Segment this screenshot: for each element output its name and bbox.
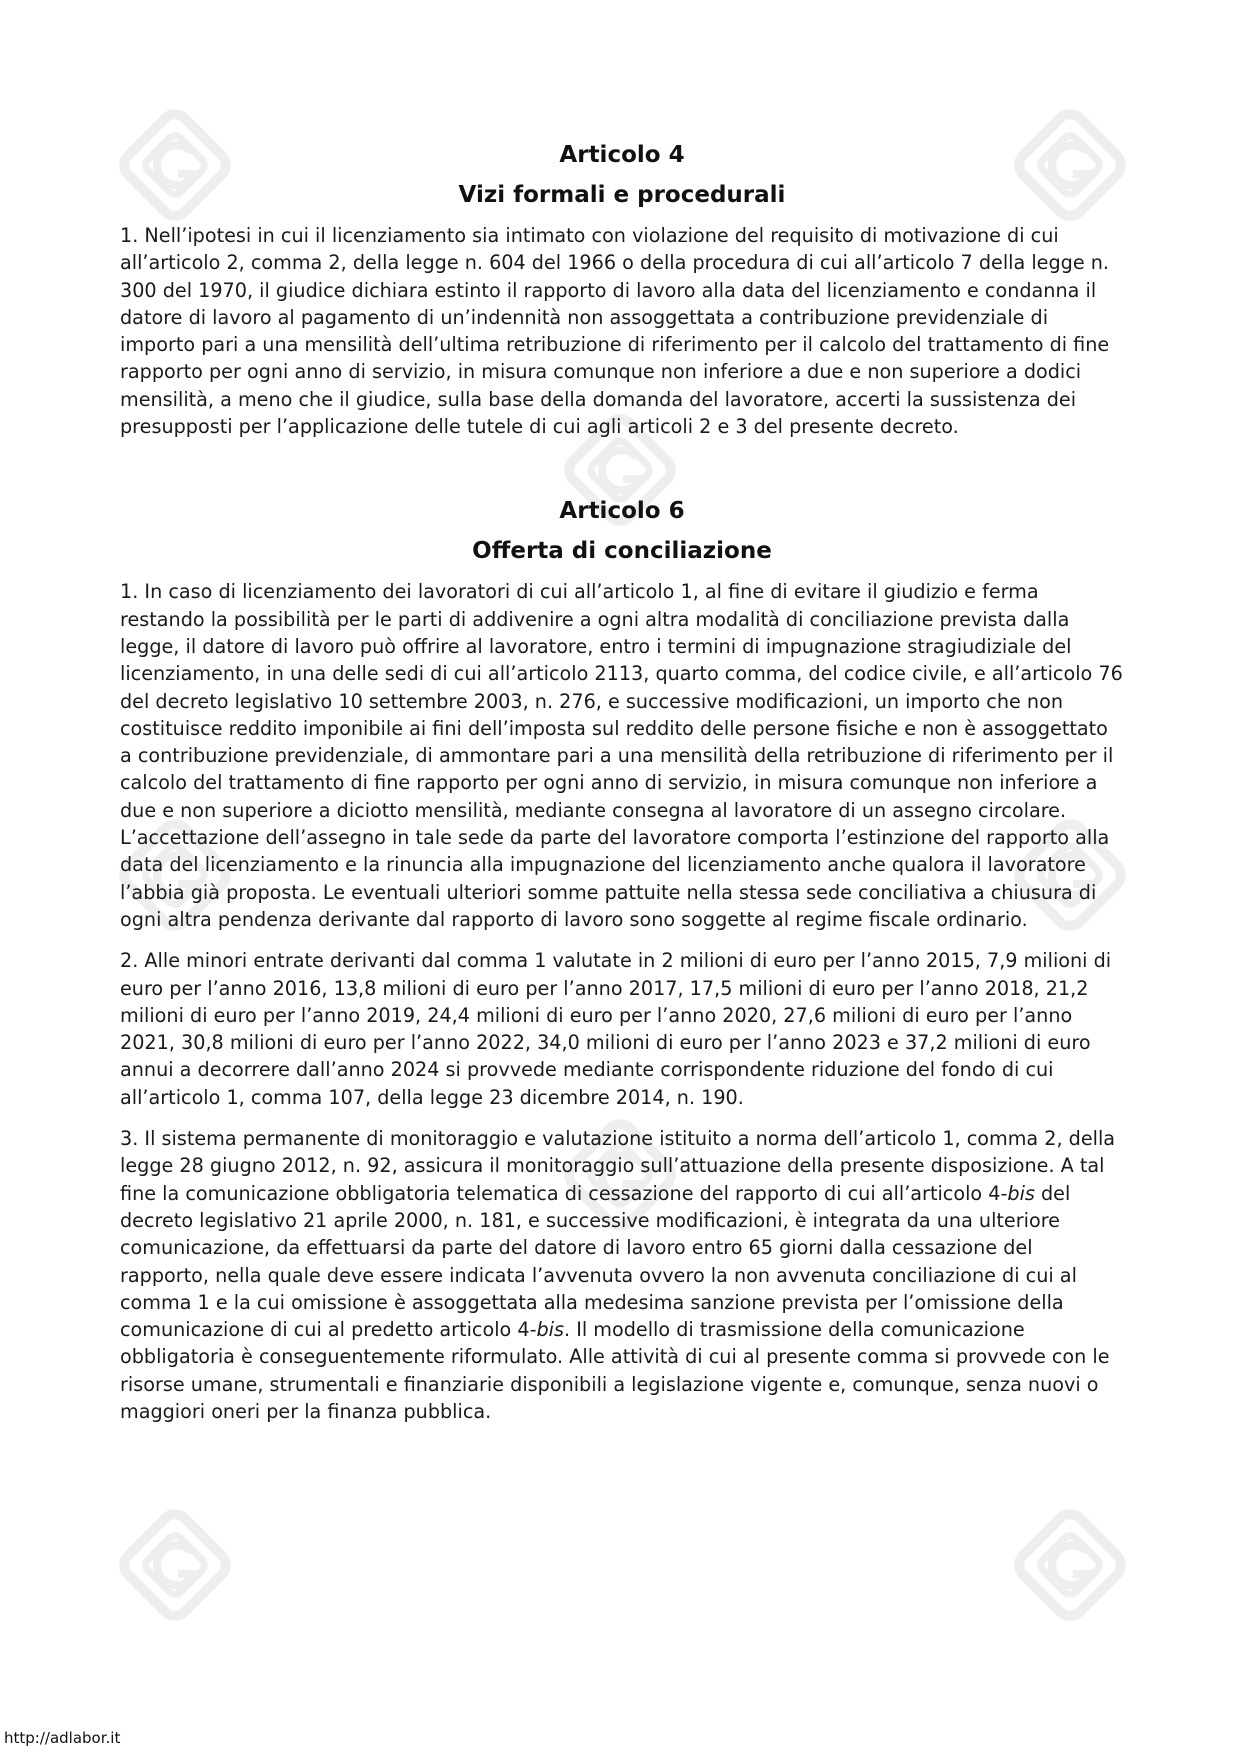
italic-term: bis [536, 1318, 565, 1342]
article-6 [120, 496, 1124, 1425]
italic-term: bis [1007, 1181, 1035, 1205]
footer-url: http://adlabor.it [4, 1729, 121, 1747]
paragraph [120, 1125, 1124, 1425]
paragraph-text: 3. Il sistema permanente di monitoraggio e valutazione istituito a norma dell’articolo 1, comma 2, della legge 28 giugno 2012, n. 92, assicura il monitoraggio sull’attuazione della presente disposizione. A tal fine la comunicazione obbligatoria telematica di cessazione del rapporto di cui all’articolo 4- [120, 1127, 1116, 1205]
paragraph-text: 1. Nell’ipotesi in cui il licenziamento sia intimato con violazione del requisito di motivazione di cui all’articolo 2, comma 2, della legge n. 604 del 1966 o della procedura di cui all’articolo 7 della legge n. 300 del 1970, il giudice dichiara estinto il rapporto di lavoro alla data del licenziamento e condanna il datore di lavoro al pagamento di un’indennità non assoggettata a contribuzione previdenziale di importo pari a una mensilità dell’ultima retribuzione di riferimento per il calcolo del trattamento di fine rapporto per ogni anno di servizio, in misura comunque non inferiore a due e non superiore a dodici mensilità, a meno che il giudice, sulla base della domanda del lavoratore, accerti la sussistenza dei presupposti per l’applicazione delle tutele di cui agli articoli 2 e 3 del presente decreto. [120, 224, 1110, 439]
article-subtitle: Vizi formali e procedurali [458, 182, 786, 208]
paragraph-text: . Il modello di trasmissione della comunicazione obbligatoria è conseguentemente riformulato. Alle attività di cui al presente comma si provvede con le risorse umane, strumentali e finanziarie disponibili a legislazione vigente e, comunque, senza nuovi o maggiori oneri per la finanza pubblica. [120, 1318, 1110, 1423]
paragraph [120, 222, 1124, 440]
document-page [120, 140, 1124, 1439]
paragraph-text: del decreto legislativo 21 aprile 2000, n. 181, e successive modificazioni, è integrata da una ulteriore comunicazione, da effettuarsi da parte del datore di lavoro entro 65 giorni dalla cessazione del rapporto, nella quale deve essere indicata l’avvenuta ovvero la non avvenuta conciliazione di cui al comma 1 e la cui omissione è assoggettata alla medesima sanzione prevista per l’omissione della comunicazione di cui al predetto articolo 4- [120, 1181, 1077, 1342]
article-4 [120, 140, 1124, 440]
article-title: Articolo 6 [559, 498, 685, 525]
paragraph [120, 947, 1124, 1111]
watermark-logo-icon [100, 1490, 250, 1640]
article-subtitle: Offerta di conciliazione [472, 538, 772, 565]
article-title: Articolo 4 [559, 142, 685, 168]
paragraph [120, 578, 1124, 933]
paragraph-text: 1. In caso di licenziamento dei lavoratori di cui all’articolo 1, al fine di evitare il giudizio e ferma restando la possibilità per le parti di addivenire a ogni altra modalità di conciliazione prevista dalla legge, il datore di lavoro può offrire al lavoratore, entro i termini di impugnazione stragiudiziale del licenziamento, in una delle sedi di cui all’articolo 2113, quarto comma, del codice civile, e all’articolo 76 del decreto legislativo 10 settembre 2003, n. 276, e successive modificazioni, un importo che non costituisce reddito imponibile ai fini dell’imposta sul reddito delle persone fisiche e non è assoggettato a contribuzione previdenziale, di ammontare pari a una mensilità della retribuzione di riferimento per il calcolo del trattamento di fine rapporto per ogni anno di servizio, in misura comunque non inferiore a due e non superiore a diciotto mensilità, mediante consegna al lavoratore di un assegno circolare. L’accettazione dell’assegno in tale sede da parte del lavoratore comporta l’estinzione del rapporto alla data del licenziamento e la rinuncia alla impugnazione del licenziamento anche qualora il lavoratore l’abbia già proposta. Le eventuali ulteriori somme pattuite nella stessa sede conciliativa a chiusura di ogni altra pendenza derivante dal rapporto di lavoro sono soggette al regime fiscale ordinario. [120, 580, 1123, 931]
paragraph-text: 2. Alle minori entrate derivanti dal comma 1 valutate in 2 milioni di euro per l’anno 2015, 7,9 milioni di euro per l’anno 2016, 13,8 milioni di euro per l’anno 2017, 17,5 milioni di euro per l’anno 2018, 21,2 milioni di euro per l’anno 2019, 24,4 milioni di euro per l’anno 2020, 27,6 milioni di euro per l’anno 2021, 30,8 milioni di euro per l’anno 2022, 34,0 milioni di euro per l’anno 2023 e 37,2 milioni di euro annui a decorrere dall’anno 2024 si provvede mediante corrispondente riduzione del fondo di cui all’articolo 1, comma 107, della legge 23 dicembre 2014, n. 190. [120, 949, 1112, 1109]
watermark-logo-icon [995, 1490, 1145, 1640]
